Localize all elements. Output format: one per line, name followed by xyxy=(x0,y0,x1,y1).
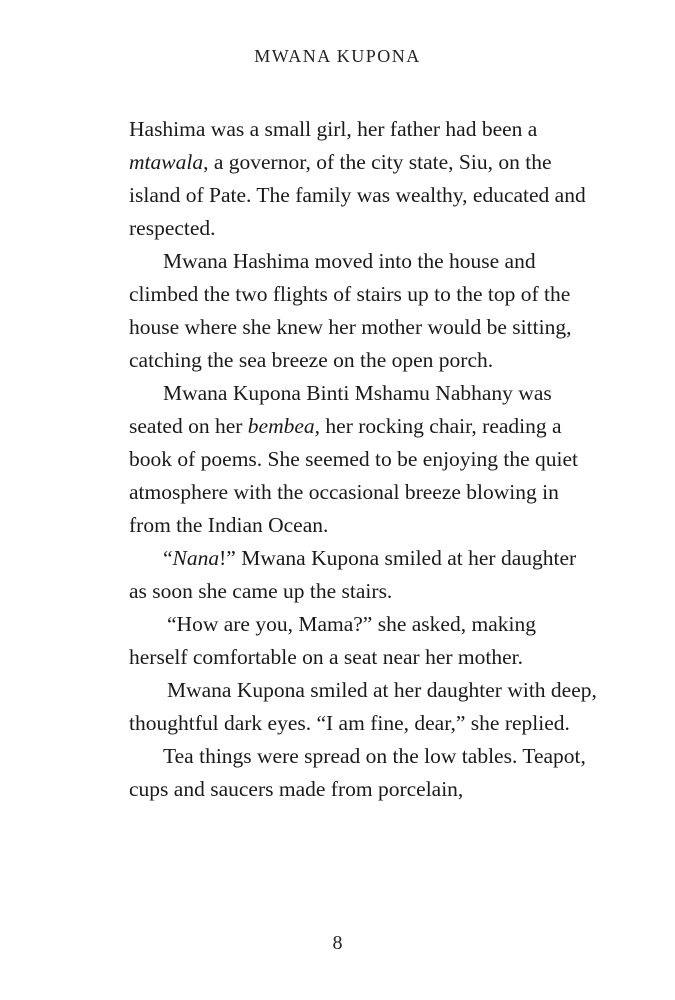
paragraph-2-text: Mwana Hashima moved into the house and climbed the two flights of stairs up to the top of the house where she knew her mother would be sitting, catching the sea breeze on the open porch. xyxy=(129,249,572,372)
body-text xyxy=(129,113,599,806)
paragraph-4 xyxy=(129,542,599,608)
paragraph-4-italic-word: Nana xyxy=(172,546,220,570)
paragraph-1-text-a: Hashima was a small girl, her father had been a xyxy=(129,117,538,141)
paragraph-3-text-b: , her rocking chair, reading a book of poems. She seemed to be enjoying the quiet atmosphere with the occasional breeze blowing in from the Indian Ocean. xyxy=(129,414,579,537)
paragraph-1-text-b: , a governor, of the city state, Siu, on the island of Pate. The family was wealthy, educated and respected. xyxy=(129,150,586,240)
paragraph-3 xyxy=(129,377,599,542)
paragraph-4-text: !” Mwana Kupona smiled at her daughter as soon she came up the stairs. xyxy=(129,546,577,603)
paragraph-6 xyxy=(129,674,599,740)
paragraph-7-text: Tea things were spread on the low tables. Teapot, cups and saucers made from porcelain, xyxy=(129,744,586,801)
page-number: 8 xyxy=(332,932,343,954)
paragraph-2 xyxy=(129,245,599,377)
paragraph-3-text-a: Mwana Kupona Binti Mshamu Nabhany was seated on her xyxy=(129,381,552,438)
running-header: MWANA KUPONA xyxy=(254,46,421,66)
paragraph-1-italic-word: mtawala xyxy=(129,150,204,174)
paragraph-5 xyxy=(129,608,599,674)
paragraph-1 xyxy=(129,113,599,245)
paragraph-4-open-quote: “ xyxy=(163,546,173,570)
paragraph-6-text: Mwana Kupona smiled at her daughter with deep, thoughtful dark eyes. “I am fine, dear,” she replied. xyxy=(129,678,597,735)
paragraph-5-text: “How are you, Mama?” she asked, making herself comfortable on a seat near her mother. xyxy=(129,612,536,669)
paragraph-3-italic-word: bembea xyxy=(247,414,315,438)
paragraph-7 xyxy=(129,740,599,806)
